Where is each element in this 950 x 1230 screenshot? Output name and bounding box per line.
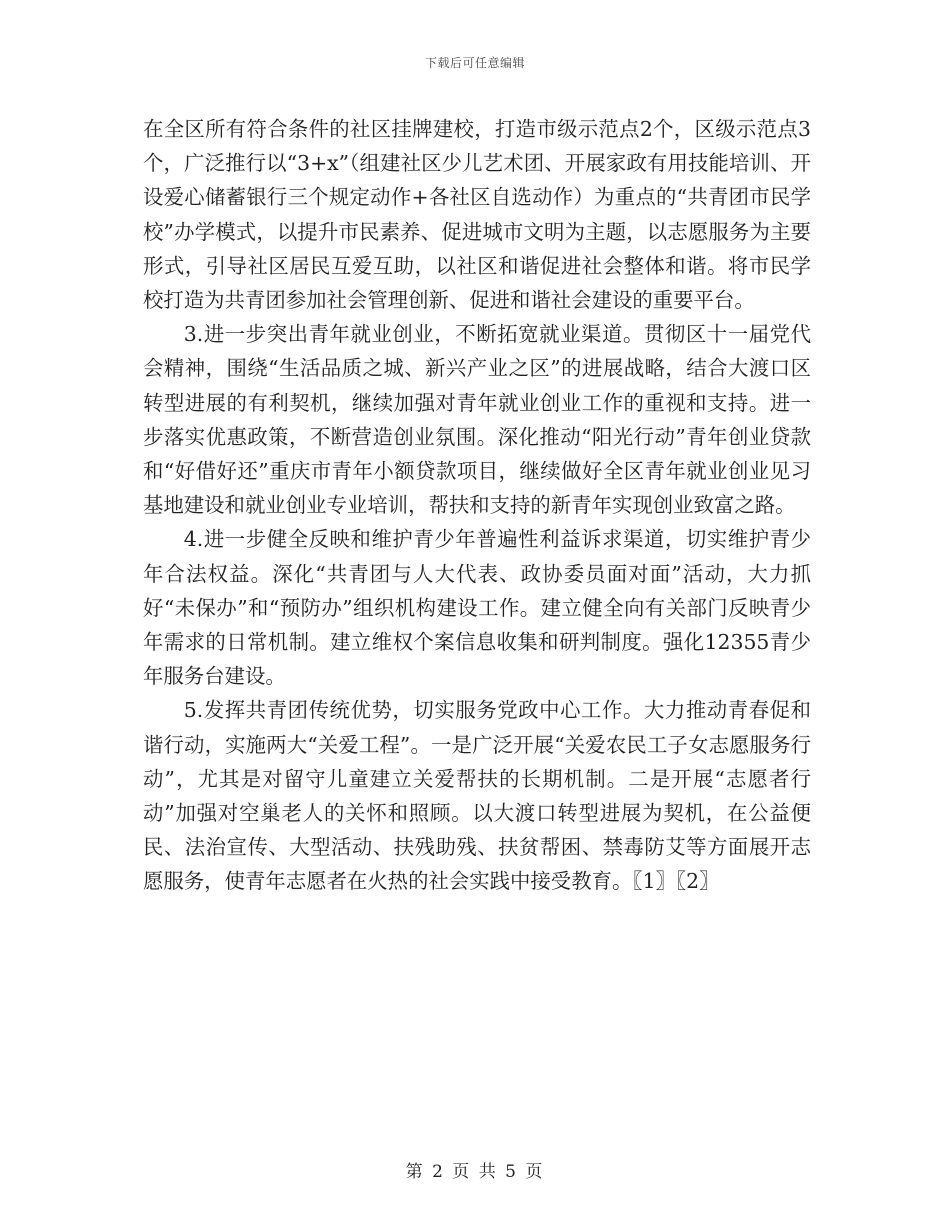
page-header: 下载后可任意编辑 bbox=[424, 56, 525, 70]
paragraph-item-4: 4.进一步健全反映和维护青少年普遍性利益诉求渠道，切实维护青少年合法权益。深化“共青团与人大代表、政协委员面对面”活动，大力抓好“未保办”和“预防办”组织机构建设工作。建立健全向有关部门反映青少年需求的日常机制。建立维权个案信息收集和研判制度。强化12355青少年服务台建设。 bbox=[143, 527, 811, 689]
paragraph-item-3: 3.进一步突出青年就业创业，不断拓宽就业渠道。贯彻区十一届党代会精神，围绕“生活品质之城、新兴产业之区”的进展战略，结合大渡口区转型进展的有利契机，继续加强对青年就业创业工作的重视和支持。进一步落实优惠政策，不断营造创业氛围。深化推动“阳光行动”青年创业贷款和“好借好还”重庆市青年小额贷款项目，继续做好全区青年就业创业见习基地建设和就业创业专业培训，帮扶和支持的新青年实现创业致富之路。 bbox=[143, 322, 811, 518]
page-number-footer: 第 2 页 共 5 页 bbox=[405, 1162, 545, 1182]
paragraph-continued: 在全区所有符合条件的社区挂牌建校，打造市级示范点2个，区级示范点3个，广泛推行以“3+x”（组建社区少儿艺术团、开展家政有用技能培训、开设爱心储蓄银行三个规定动作+各社区自选动作）为重点的“共青团市民学校”办学模式，以提升市民素养、促进城市文明为主题，以志愿服务为主要形式，引导社区居民互爱互助，以社区和谐促进社会整体和谐。将市民学校打造为共青团参加社会管理创新、促进和谐社会建设的重要平台。 bbox=[143, 117, 811, 313]
paragraph-item-5: 5.发挥共青团传统优势，切实服务党政中心工作。大力推动青春促和谐行动，实施两大“关爱工程”。一是广泛开展“关爱农民工子女志愿服务行动”，尤其是对留守儿童建立关爱帮扶的长期机制。二是开展“志愿者行动”加强对空巢老人的关怀和照顾。以大渡口转型进展为契机，在公益便民、法治宣传、大型活动、扶残助残、扶贫帮困、禁毒防艾等方面展开志愿服务，使青年志愿者在火热的社会实践中接受教育。〖1〗〖2〗 bbox=[143, 698, 811, 894]
document-body bbox=[143, 112, 811, 899]
